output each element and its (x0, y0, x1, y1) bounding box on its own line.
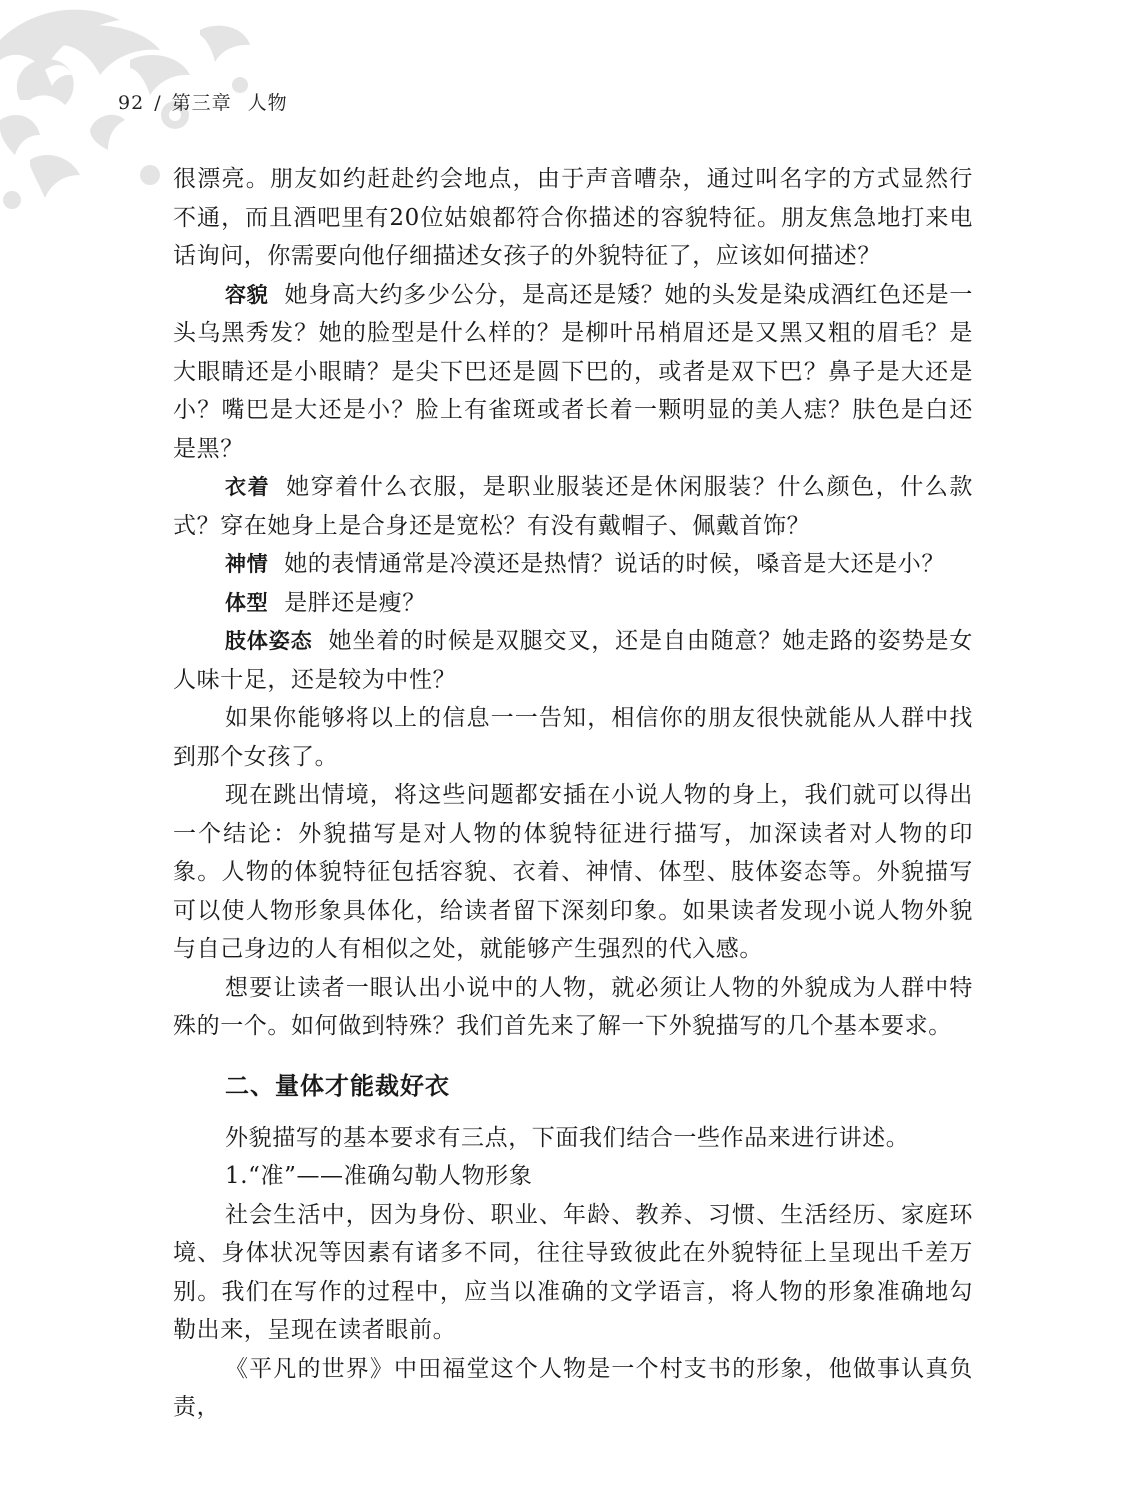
paragraph (173, 584, 973, 623)
term-label: 神情 (225, 552, 269, 576)
term-label: 衣着 (225, 475, 271, 499)
term-label: 体型 (225, 590, 269, 615)
header-separator: / (154, 92, 162, 114)
paragraph: 外貌描写的基本要求有三点，下面我们结合一些作品来进行讲述。 (225, 1124, 910, 1151)
paragraph: 想要让读者一眼认出小说中的人物，就必须让人物的外貌成为人群中特殊的一个。如何做到特殊？我们首先来了解一下外貌描写的几个基本要求。 (173, 974, 973, 1039)
paragraph: 如果你能够将以上的信息一一告知，相信你的朋友很快就能从人群中找到那个女孩了。 (173, 705, 973, 770)
page-body (173, 160, 973, 1427)
chapter-label: 第三章 (171, 92, 232, 114)
page-number: 92 (118, 92, 145, 114)
paragraph-text: 她的表情通常是冷漠还是热情？说话的时候，嗓音是大还是小？ (284, 551, 946, 577)
paragraph (173, 276, 973, 469)
running-header (118, 88, 288, 115)
paragraph-text: 是胖还是瘦？ (284, 589, 426, 616)
paragraph (173, 545, 973, 584)
paragraph (173, 622, 973, 699)
term-label: 肢体姿态 (225, 629, 313, 653)
term-label: 容貌 (225, 282, 269, 307)
paragraph: 社会生活中，因为身份、职业、年龄、教养、习惯、生活经历、家庭环境、身体状况等因素有诸多不同，往往导致彼此在外貌特征上呈现出千差万别。我们在写作的过程中，应当以准确的文学语言，将人物的形象准确地勾勒出来，呈现在读者眼前。 (173, 1201, 973, 1343)
paragraph-text: 她穿着什么衣服，是职业服装还是休闲服装？什么颜色，什么款式？穿在她身上是合身还是宽松？有没有戴帽子、佩戴首饰？ (173, 474, 973, 539)
subsection-title: 1.“准”——准确勾勒人物形象 (225, 1163, 533, 1189)
paragraph: 很漂亮。朋友如约赶赴约会地点，由于声音嘈杂，通过叫名字的方式显然行不通，而且酒吧里有20位姑娘都符合你描述的容貌特征。朋友焦急地打来电话询问，你需要向他仔细描述女孩子的外貌特征了，应该如何描述？ (173, 166, 973, 269)
paragraph (173, 468, 973, 545)
section-heading: 二、量体才能裁好衣 (225, 1071, 450, 1100)
paragraph-text: 她坐着的时候是双腿交叉，还是自由随意？她走路的姿势是女人味十足，还是较为中性？ (173, 628, 974, 693)
paragraph-text: 她身高大约多少公分，是高还是矮？她的头发是染成酒红色还是一头乌黑秀发？她的脸型是什么样的？是柳叶吊梢眉还是又黑又粗的眉毛？是大眼睛还是小眼睛？是尖下巴还是圆下巴的，或者是双下巴？鼻子是大还是小？嘴巴是大还是小？脸上有雀斑或者长着一颗明显的美人痣？肤色是白还是黑？ (173, 281, 973, 462)
paragraph: 《平凡的世界》中田福堂这个人物是一个村支书的形象，他做事认真负责， (173, 1355, 973, 1420)
chapter-title: 人物 (247, 92, 288, 114)
paragraph: 现在跳出情境，将这些问题都安插在小说人物的身上，我们就可以得出一个结论：外貌描写是对人物的体貌特征进行描写，加深读者对人物的印象。人物的体貌特征包括容貌、衣着、神情、体型、肢体姿态等。外貌描写可以使人物形象具体化，给读者留下深刻印象。如果读者发现小说人物外貌与自己身边的人有相似之处，就能够产生强烈的代入感。 (173, 782, 973, 962)
